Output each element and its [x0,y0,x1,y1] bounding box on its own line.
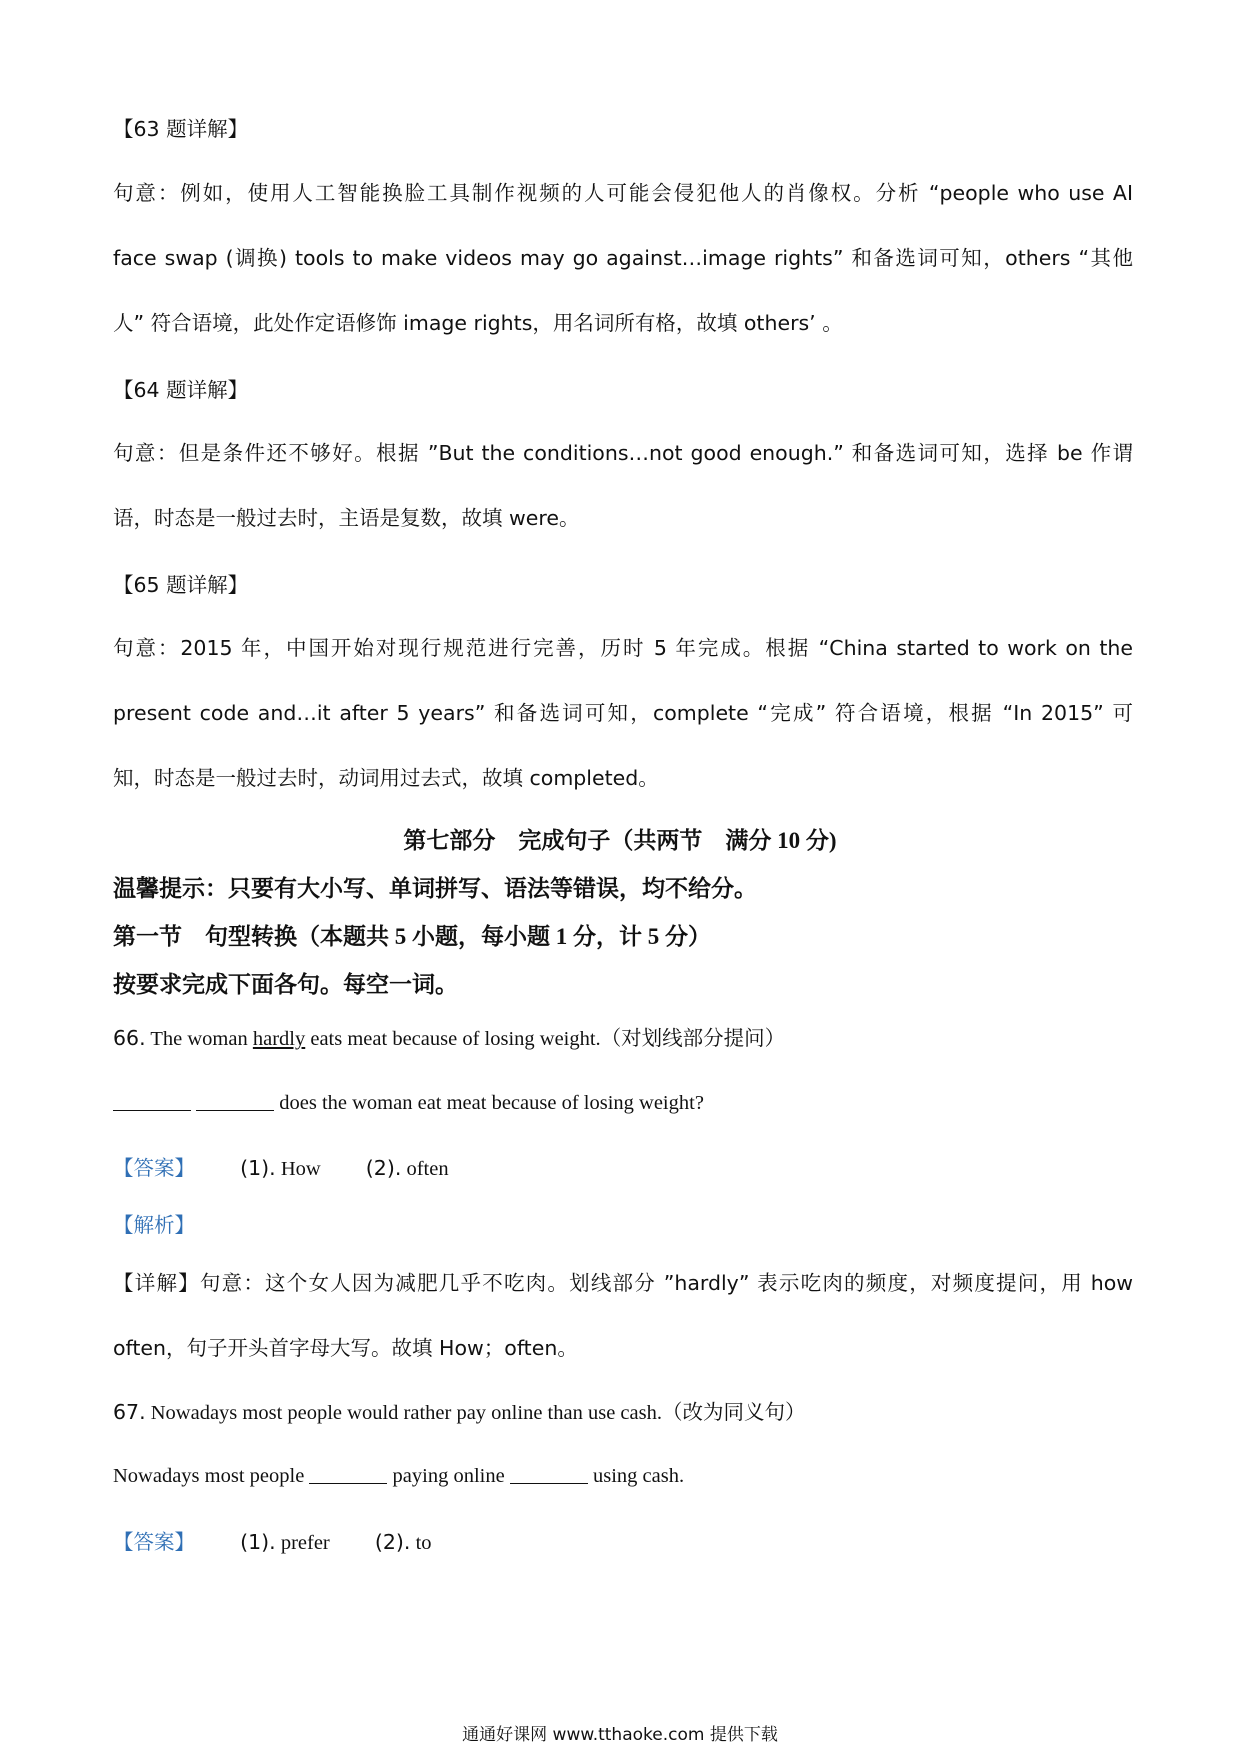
q67-blank-2 [510,1461,588,1484]
q67-note: （改为同义句） [661,1400,806,1424]
q67-rewrite [113,1461,1133,1491]
q63-line-1: 句意：例如，使用人工智能换脸工具制作视频的人可能会侵犯他人的肖像权。分析 “people who use AI [113,181,1133,205]
q66-answer [113,1153,1133,1184]
q67-sentence: Nowadays most people would rather pay online than use cash. [150,1402,662,1424]
q65-line-3: 知，时态是一般过去时，动词用过去式，故填 completed。 [113,766,659,790]
q64-heading: 【64 题详解】 [113,378,249,402]
q66-blank-2 [196,1088,274,1111]
q67-rewrite-b: paying online [392,1465,505,1487]
q67-a2: to [415,1532,432,1554]
q66-rewrite [113,1088,1133,1118]
q63-line-3: 人” 符合语境，此处作定语修饰 image rights，用名词所有格，故填 others’ 。 [113,311,843,335]
q67-question [113,1397,1133,1428]
q65-line-1: 句意：2015 年，中国开始对现行规范进行完善，历时 5 年完成。根据 “China started to work on the [113,636,1133,660]
q66-blank-1 [113,1088,191,1111]
q65-line-2: present code and…it after 5 years” 和备选词可知，complete “完成” 符合语境，根据 “In 2015” 可 [113,701,1133,725]
q66-a2-num: (2). [365,1156,402,1180]
q67-answer-label: 【答案】 [113,1530,195,1554]
q66-detail-line-1 [113,1268,1133,1298]
section-tip: 温馨提示：只要有大小写、单词拼写、语法等错误，均不给分。 [113,876,757,901]
q63-heading: 【63 题详解】 [113,117,249,141]
q66-question [113,1023,1133,1054]
q65-heading: 【65 题详解】 [113,573,249,597]
q66-a2: often [406,1158,449,1180]
q67-a1-num: (1). [240,1530,276,1554]
q66-before: The woman [150,1028,248,1050]
q66-after: eats meat because of losing weight. [310,1028,601,1050]
q66-detail-line-2: often，句子开头首字母大写。故填 How；often。 [113,1336,578,1360]
q67-blank-1 [309,1461,387,1484]
q67-rewrite-a: Nowadays most people [113,1465,305,1487]
q66-note: （对划线部分提问） [600,1026,786,1050]
q66-a1: How [280,1158,321,1180]
q66-analysis-label: 【解析】 [113,1213,195,1237]
q67-a2-num: (2). [374,1530,411,1554]
section-part1: 第一节 句型转换（本题共 5 小题，每小题 1 分，计 5 分） [113,924,711,949]
q64-line-2: 语，时态是一般过去时，主语是复数，故填 were。 [113,506,580,530]
q66-detail-label: 【详解】 [113,1271,200,1295]
q67-rewrite-c: using cash. [592,1465,685,1487]
section-instruction: 按要求完成下面各句。每空一词。 [113,972,458,997]
q67-a1: prefer [280,1532,330,1554]
q66-detail-text-1: 句意：这个女人因为减肥几乎不吃肉。划线部分 ”hardly” 表示吃肉的频度，对频度提问，用 how [199,1271,1134,1295]
q64-line-1: 句意：但是条件还不够好。根据 ”But the conditions…not good enough.” 和备选词可知，选择 be 作谓 [113,441,1133,465]
q67-number: 67. [113,1400,146,1424]
q66-underlined-word: hardly [252,1028,306,1050]
q66-a1-num: (1). [240,1156,276,1180]
q63-line-2: face swap (调换) tools to make videos may go against…image rights” 和备选词可知，others “其他 [113,246,1133,270]
q66-answer-label: 【答案】 [113,1156,195,1180]
q66-rewrite-text: does the woman eat meat because of losing weight? [279,1092,704,1114]
q67-answer [113,1527,1133,1558]
q66-number: 66. [113,1026,146,1050]
section-title: 第七部分 完成句子（共两节 满分 10 分) [403,828,837,853]
footer-text: 通通好课网 www.tthaoke.com 提供下载 [462,1725,778,1745]
